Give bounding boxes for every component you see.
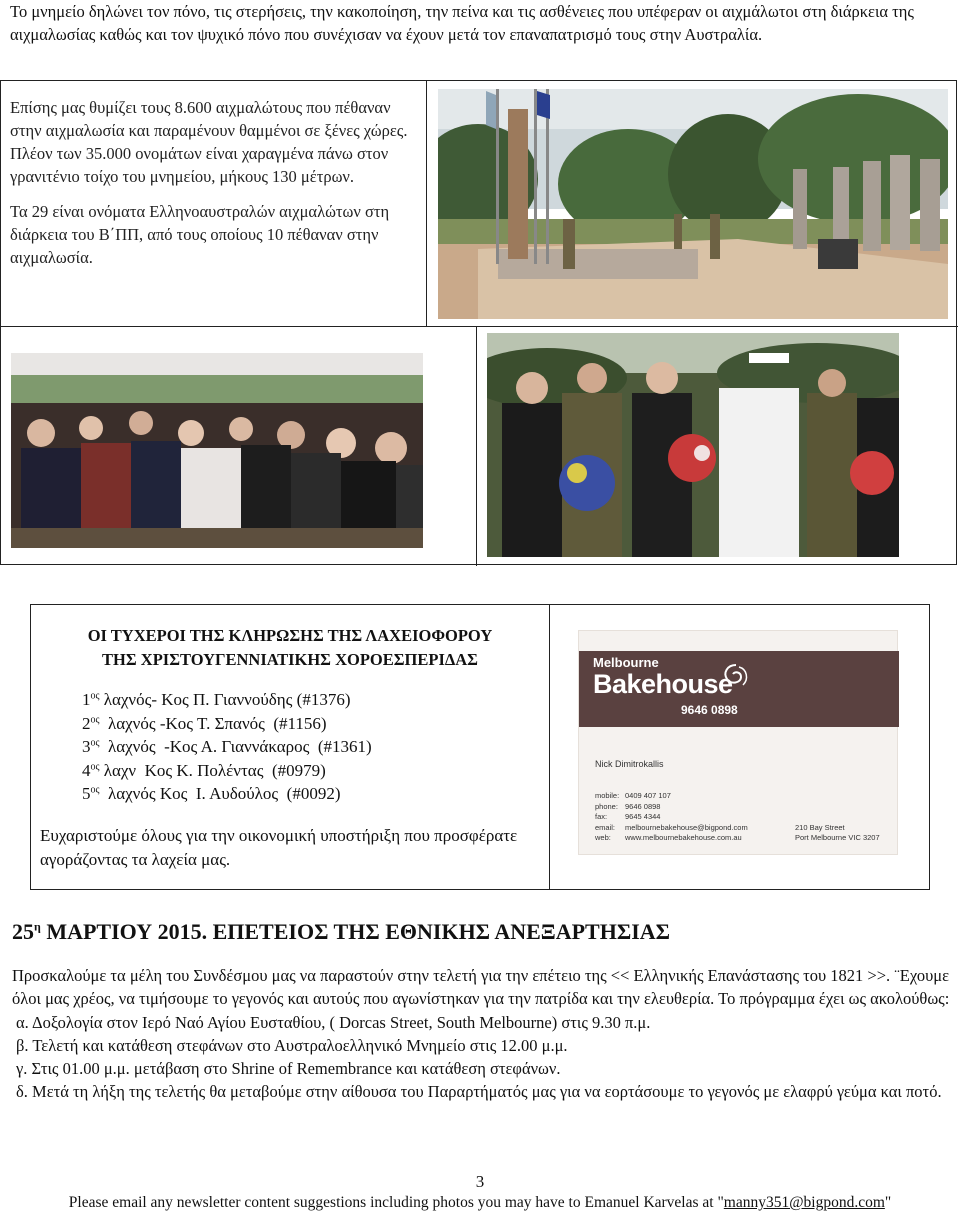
program-item: β. Τελετή και κατάθεση στεφάνων στο Αυστραλοελληνικό Μνημείο στις 12.00 μ.μ. <box>16 1035 568 1055</box>
card-contact-row: web: www.melbournebakehouse.com.au <box>595 833 742 842</box>
winner-item: $2^{o\varsigma}$ λαχνός -Κος Τ. Σπανός (#1156) <box>82 713 327 733</box>
card-person-name: Nick Dimitrokallis <box>595 759 664 769</box>
card-address <box>795 823 880 843</box>
memorial-paragraph-2: Τα 29 είναι ονόματα Ελληνοαυστραλών αιχμαλώτων στη διάρκεια του Β΄ΠΠ, από τους οποίους 10 πέθαναν στην αιχμαλωσία. <box>10 202 390 267</box>
card-phone: 9646 0898 <box>681 703 738 717</box>
lottery-title <box>32 624 548 672</box>
card-contact-row: fax: 9645 4344 <box>595 812 661 821</box>
wreath-photo <box>487 333 899 557</box>
intro-paragraph: Το μνημείο δηλώνει τον πόνο, τις στερήσεις, την κακοποίηση, την πείνα και τις ασθένειες που υπέφεραν οι αιχμάλωτοι στη διάρκεια της αιχμαλωσίας καθώς και τον ψυχικό πόνο που συνέχισαν να έχουν μετά τον επαναπατρισμό τους στην Αυστραλία. <box>10 2 914 44</box>
card-brand-band <box>579 651 899 727</box>
memorial-photo <box>438 89 948 319</box>
memorial-paragraph-1: Επίσης μας θυμίζει τους 8.600 αιχμαλώτους που πέθαναν στην αιχμαλωσία και παραμένουν θαμμένοι σε ξένες χώρες. Πλέον των 35.000 ονομάτων είναι χαραγμένα πάνω στον γρανιτένιο τοίχο του μνημείου, μήκους 130 μέτρων. <box>10 98 408 186</box>
crowd-photo <box>11 353 423 548</box>
card-address-line-2: Port Melbourne VIC 3207 <box>795 833 880 842</box>
program-item: δ. Μετά τη λήξη της τελετής θα μεταβούμε στην αίθουσα του Παραρτήματός μας για να εορτάσουμε το γεγονός με ελαφρύ γεύμα και ποτό. <box>16 1082 942 1102</box>
winner-item: $3^{o\varsigma}$ λαχνός -Κος Α. Γιαννάκαρος (#1361) <box>82 737 372 756</box>
card-contact-row: mobile: 0409 407 107 <box>595 791 671 800</box>
card-contact-row: phone: 9646 0898 <box>595 801 661 811</box>
footer-end-quote: " <box>884 1194 892 1211</box>
swirl-logo-icon <box>719 661 753 695</box>
program-item: γ. Στις 01.00 μ.μ. μετάβαση στο Shrine of Remembrance και κατάθεση στεφάνων. <box>16 1059 561 1079</box>
card-contact-row: email: melbournebakehouse@bigpond.com <box>595 822 748 832</box>
lottery-thanks: Ευχαριστούμε όλους για την οικονομική υποστήριξη που προσφέρατε αγοράζοντας τα λαχεία μας. <box>40 826 518 869</box>
lottery-title-line-2: ΤΗΣ ΧΡΙΣΤΟΥΓΕΝΝΙΑΤΙΚΗΣ ΧΟΡΟΕΣΠΕΡΙΔΑΣ <box>102 650 478 669</box>
card-brand-line-2: Bakehouse <box>593 669 733 699</box>
section-heading: $25^\eta$ ΜΑΡΤΙΟΥ 2015. ΕΠΕΤΕΙΟΣ ΤΗΣ ΕΘΝΙΚΗΣ ΑΝΕΞΑΡΤΗΣΙΑΣ <box>12 919 671 944</box>
footer-text: Please email any newsletter content suggestions including photos you may have to Emanuel Karvelas at " <box>68 1194 724 1211</box>
business-card <box>578 630 898 855</box>
page-number: 3 <box>475 1172 485 1191</box>
winner-item: $5^{o\varsigma}$ λαχνός Κος Ι. Αυδούλος (#0092) <box>82 784 341 803</box>
winner-item: $1^{o\varsigma}$ λαχνός- Κος Π. Γιαννούδης (#1376) <box>82 690 351 709</box>
winners-list <box>82 688 542 806</box>
section-intro: Προσκαλούμε τα μέλη του Συνδέσμου μας να παραστούν στην τελετή για την επέτειο της << Ελληνικής Επανάστασης του 1821 >>. ¨Εχουμε όλοι μας χρέος, να τιμήσουμε το γεγονός και αυτούς που αγωνίστηκαν για την πατρίδα και την ελευθερία. Το πρόγραμμα έχει ως ακολούθως: <box>12 966 950 1009</box>
section-body <box>12 964 952 1104</box>
card-brand-line-1: Melbourne <box>593 655 659 670</box>
lottery-title-line-1: ΟΙ ΤΥΧΕΡΟΙ ΤΗΣ ΚΛΗΡΩΣΗΣ ΤΗΣ ΛΑΧΕΙΟΦΟΡΟΥ <box>87 626 493 645</box>
card-address-line-1: 210 Bay Street <box>795 823 845 832</box>
lottery-divider <box>549 604 550 890</box>
winner-item: $4^{o\varsigma}$ λαχν Κος Κ. Πολέντας (#0979) <box>82 760 326 780</box>
footer-note <box>0 1194 960 1212</box>
program-item: α. Δοξολογία στον Ιερό Ναό Αγίου Ευσταθίου, ( Dorcas Street, South Melbourne) στις 9.30 π.μ. <box>16 1012 651 1032</box>
memorial-text <box>10 96 420 269</box>
card-contacts <box>595 791 748 844</box>
footer-email-link[interactable]: manny351@bigpond.com <box>723 1194 885 1211</box>
